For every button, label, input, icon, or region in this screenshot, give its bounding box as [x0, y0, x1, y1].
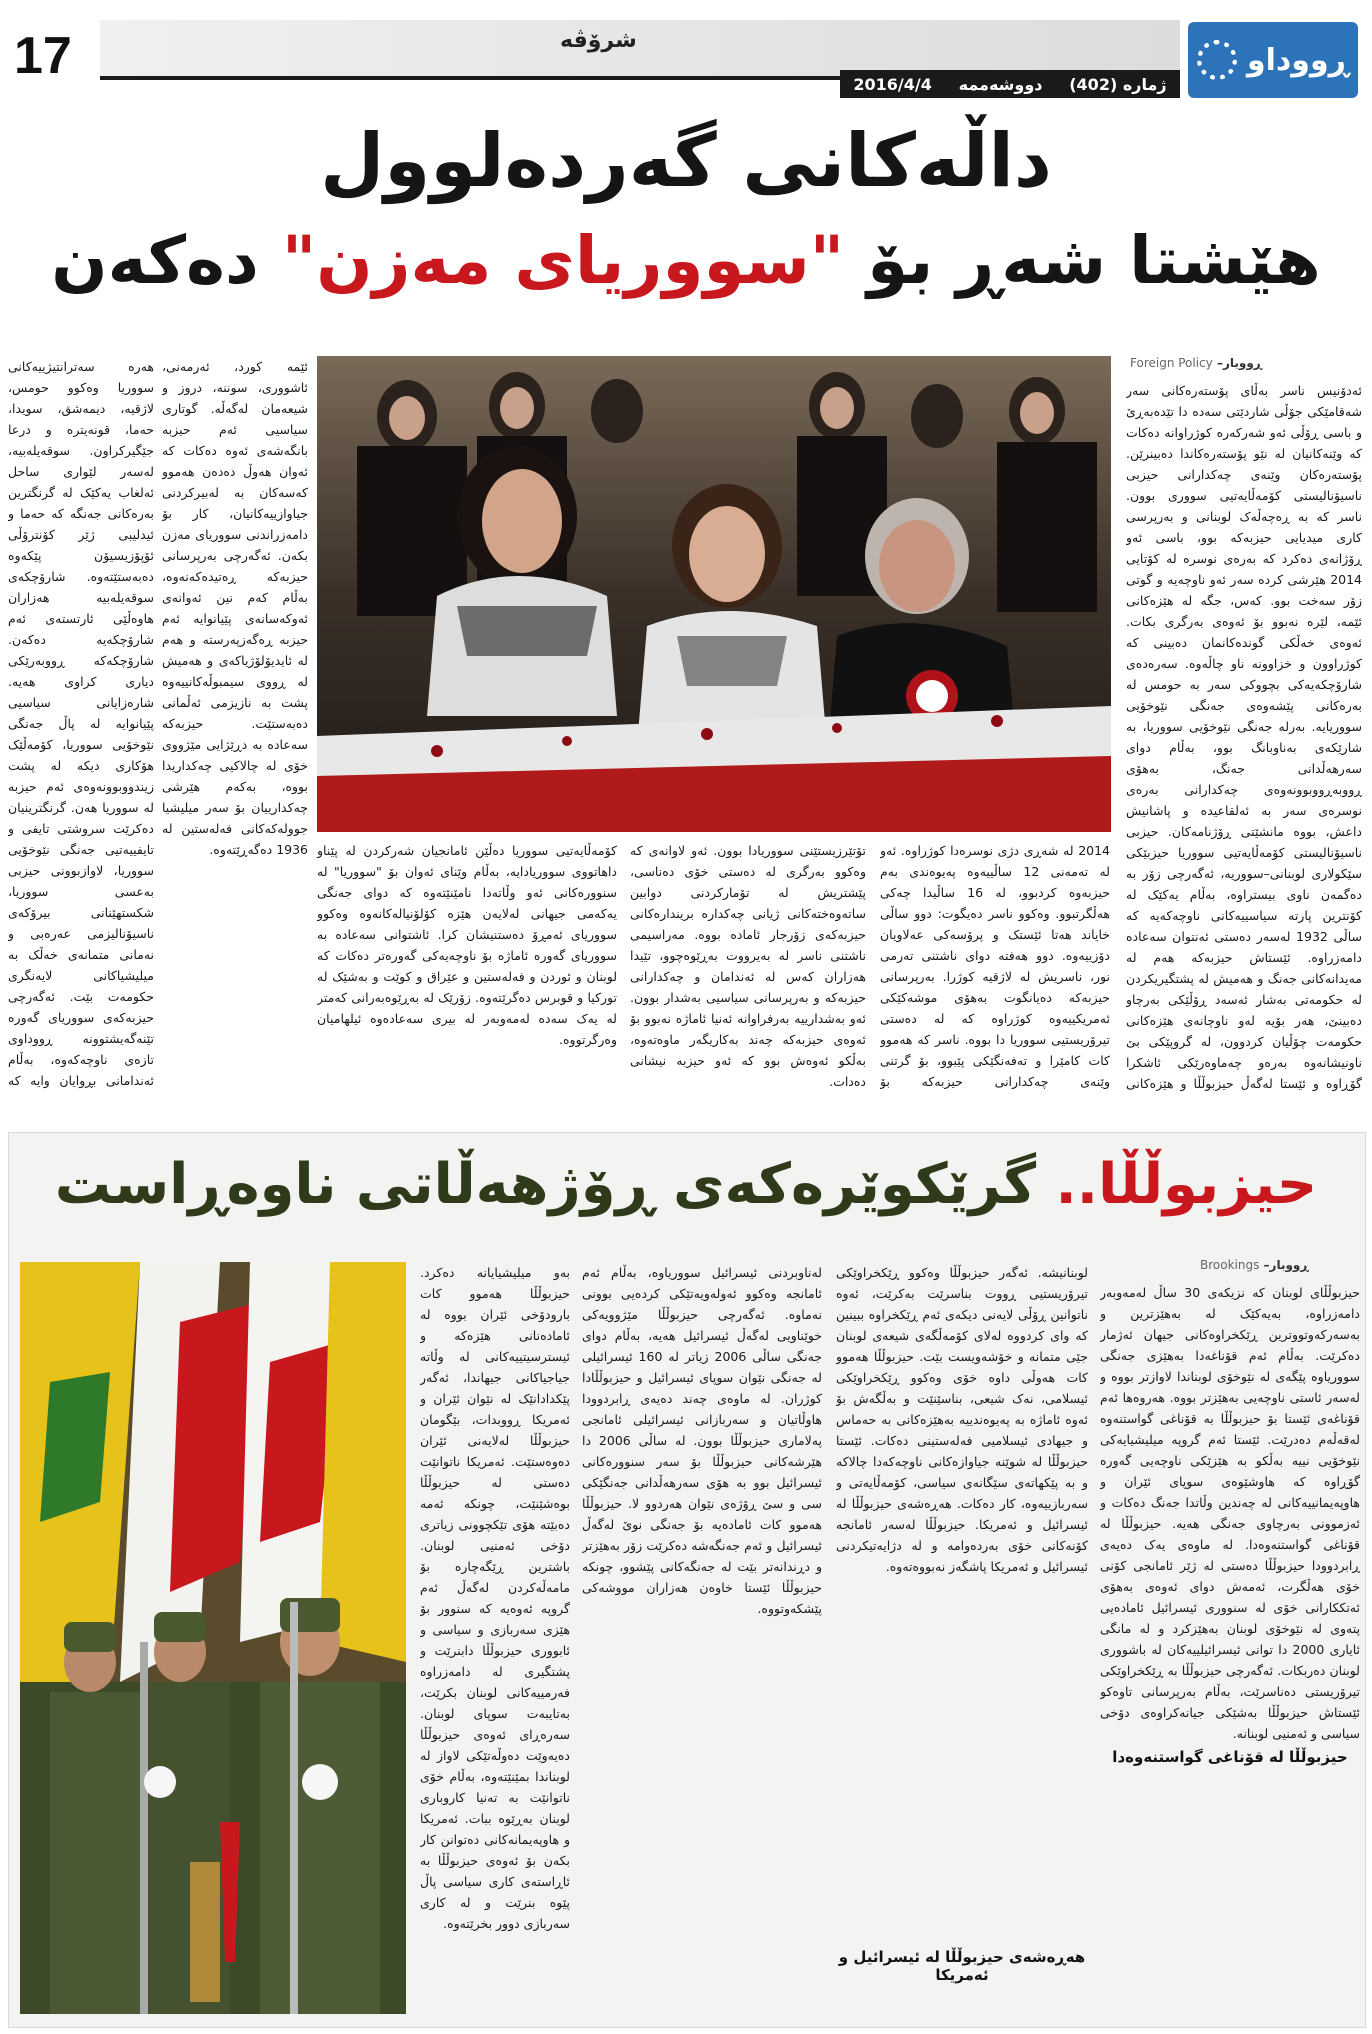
article1-col4: کۆمەڵایەتیی سووریا دەڵێن ئامانجیان شەرکردن لە پێناو داهاتووی سووریادایە، بەڵام وێنای ئەوان بۆ "سووریا" لە سنوورەکانی ئەو وڵاتەدا نامێنێتەوە کە دوای جەنگی یەکەمی جیهانی لەلایەن هێزە کۆلۆنیالەکانەوە وەکوو سووریای ئەمڕۆ دەستنیشان کرا. ئاشتوانی سەعادە بە سووریای گەورە ئاماژە بۆ ناوچەیەکی گەورەتر دەکات کە لوبنان و ئوردن و فەلەستین و عێراق و کوێت و بەشێک لە تورکیا و قوبرس دەگرێتەوە. زۆرێک لە بەڕێوەبەرانی کەمتر لە یەک سەدە لەمەوبەر لە بیری سەعادەوە ئیلهامیان وەرگرتووە.: [317, 843, 617, 1047]
article2-col2: لوبنانیشە. ئەگەر حیزبوڵڵا وەکوو ڕێکخراوێکی تیرۆریستیی ڕووت بناسرێت بەکرێت، ئەوە ناتوانین ڕۆڵی لایەنی دیکەی ئەم ڕێکخراوە ببینین کە وای کردووە لەلای کۆمەڵگەی شیعەی لوبنان جێی متمانە و خۆشەویست بێت. حیزبوڵڵا هەموو کات هەوڵی داوە خۆی وەکوو ڕێکخراوێکی ئیسلامی، نەک شیعی، بناسێنێت و بەڵگەش بۆ ئەوە ئاماژە بە پەیوەندییە بەهێزەکانی بە حەماس و جیهادی ئیسلامیی فەلەستینی دەکات. ئێستا حیزبوڵڵا لە شوێنە جیاوازەکانی ناوچەکەدا چالاکە و بە پێکهاتەی سێگانەی سیاسی، کۆمەڵایەتی و سەربازییەوە، کار دەکات. هەڕەشەی حیزبوڵڵا لە ئیسرائیل و ئەمریکا. حیزبوڵڵا لەسەر ئامانجە کۆنەکانی خۆی بەردەوامە و لە دژایەتیکردنی ئیسرائیل و ئەمریکا پاشگەز نەبووەتەوە.: [836, 1265, 1088, 1574]
article2-title: [40, 1152, 1332, 1217]
logo-text: ڕووداو: [1246, 42, 1350, 78]
article1-byline: [1130, 356, 1360, 370]
article1-title-line1: داڵەکانی گەردەلوول: [320, 118, 1052, 204]
article1-col2: 2014 لە شەڕی دژی نوسرەدا کوژراوە. ئەو لە تەمەنی 12 ساڵییەوە پەیوەندی بەم حیزبەوە کردبوو، لە 16 ساڵیدا چەکی هەڵگرتبوو. وەکوو ناسر دەیگوت: دوو ساڵی خایاند هەتا ئێستک و پرۆسەکی عەلاویان دۆزییەوە. دوو هەفتە دوای ناشتنی تەرمی نور، ناسریش لە لاژقیە کوژرا. بەرپرسانی حیزبەکە دەیانگوت بەهۆی موشەکێکی ئەمریکییەوە کوژراوە کە لە دەستی تیرۆریستیی سووریا دا بووە. ناسر کە هەموو کات کامێرا و تەفەنگێکی پێبوو، بۆ گرتنی وێنەی چەکدارانی حیزبەکە بۆ: [880, 843, 1110, 1089]
parade-image: [20, 1262, 406, 2014]
article2-byline: [1200, 1258, 1360, 1272]
page-number: 17: [14, 27, 72, 85]
issue-bar: [840, 70, 1180, 98]
issue-date: 2016/4/4: [853, 74, 932, 94]
article2-subhead1: حیزبوڵڵا لە قۆناغی گواستنەوەدا: [1112, 1748, 1348, 1766]
title-line2-pre: هێشتا شەڕ بۆ: [844, 222, 1321, 299]
article2-col4: بەو میلیشیایانە دەکرد. حیزبوڵڵا هەموو کات بارودۆخی ئێران بووە لە ئامادەنانی هێزەکە و ئیسترسیتییەکانی لە وڵاتە جیاجیاکانی جیهاندا، ئەگەر پێکدادانێک لە نێوان ئێران و ئەمریکا ڕووبدات، بێگومان حیزبوڵڵا لەلایەنی ئێران دەوەستێت. ئەمریکا ناتوانێت دەستی لە حیزبوڵڵا بوەشێنێت، چونکە ئەمە دەبێتە هۆی تێکچوونی زیاتری دۆخی ئەمنیی لوبنان. باشترین ڕێگەچارە بۆ مامەڵەکردن لەگەڵ ئەم گروپە ئەوەیە کە سنوور بۆ هێزی سەربازی و سیاسی و ئابووری حیزبوڵڵا دابنرێت و پشتگیری لە دامەزراوە فەرمییەکانی لوبنان بکرێت، بەتایبەت سوپای لوبنان. سەرەڕای ئەوەی حیزبوڵڵا دەیەوێت دەوڵەتێکی لاواز لە لوبناندا بمێنێتەوە، بەڵام خۆی ناتوانێت بە تەنیا کاروباری لوبنان بەڕێوە ببات. ئەمریکا و هاوپەیمانەکانی دەتوانن کار بکەن بۆ ئەوەی حیزبوڵڵا بە ئاڕاستەی کاری سیاسی پاڵ پێوە بنرێت و لە کاری سەربازی دوور بخرێتەوە.: [420, 1265, 570, 1931]
article1-col6: هەرە سەترانتیژییەکانی سووریا وەکوو حومس، لاژقیە، دیمەشق، سویدا، حەما، قونەیترە و درعا جێگیرکراون. سوقەیلەبیە، لەسەر لێواری ساحل ئەلغاب یەکێک لە گرنگترین بەرەکانی جەنگە کە حەما و ئیدلیبی ژێر کۆنترۆڵی ئۆپۆزیسیۆن پێکەوە دەبەستێتەوە. شارۆچکەی سوقەیلەبیە هەزاران هاوەڵێی ئارتستەی ئەم شارۆچکەیە دەکەن. شارۆچکەکە ڕووبەرێکی دیاری کراوی هەیە. شارەزایانی سیاسیی پێیانوایە لە پاڵ جەنگی نێوخۆیی سووریا، کۆمەڵێک هۆکاری دیکە لە پشت زیندووبوونەوەی ئەم حیزبە لە سووریا هەن. گرنگترینیان دەکرێت سروشتی تایفی و تایفییەتیی جەنگی نێوخۆیی سووریا، لاوازبوونی حیزبی بەعسی سووریا، شکستهێنانی بیرۆکەی ناسیۆنالیزمی عەرەبی و نەمانی متمانەی خەڵک بە میلیشیاکانی لایەنگری حکومەت بێت. ئەگەرچی حیزبەکەی سووریای گەورە تێنەگەیشتوونە ڕووداوی تازەی ناوچەکەوە، بەڵام ئەندامانی بڕوایان وایە کە: [8, 359, 154, 1088]
title-line2-post: دەکەن: [51, 222, 282, 299]
article1-col5: ئێمە کورد، ئەرمەنی، ئاشووری، سوننە، دروز و شیعەمان لەگەڵە. گوتاری سیاسیی ئەم حیزبە بانگەشەی ئەوە دەکات کە ئەوان هەوڵ دەدەن هەموو کەسەکان بە لەبیرکردنی جیاوازییەکانیان، کار بۆ دامەزراندنی سووریای مەزن بکەن. ئەگەرچی بەرپرسانی حیزبەکە ڕەتیدەکەنەوە، بەڵام کەم نین ئەوانەی ئەوکەسانەی پێیانوایە ئەم حیزبە ڕەگەزپەرستە و هەم لە ئایدیۆلۆژیاکەی و هەمیش لە ڕووی سیمبوڵەکانییەوە پشت بە نازیزمی ئەڵمانی دەبەستێت. حیزبەکە سەعادە بە دڕێژایی مێژووی خۆی لە چالاکیی چەکداریدا بووە، بەکەم هێرشی چەکدارییان بۆ سەر میلیشیا جوولەکەکانی فەلەستین لە 1936 دەگەڕێتەوە.: [162, 359, 308, 857]
article2-title-text: [55, 1152, 1317, 1217]
article2-col1: حیزبوڵڵای لوبنان کە نزیکەی 30 ساڵ لەمەوبەر دامەزراوە، بەیەکێک لە بەهێزترین و بەسەرکەوتووترین ڕێکخراوەکانی جیهان ئەژمار دەکرێت. بەڵام ئەم قۆناغەدا بەهێزی جەنگی سووریاوە پێگەی لە نێوخۆی لوبناندا لاوازتر بووە و لەسەر ئاستی ناوچەیی بەهێزتر بووە. هەروەها ئەم قۆناغەی ئێستا بۆ حیزبوڵڵا بە قۆناغی گواستنەوە لەقەڵەم دەدرێت. ئێستا ئەم گروپە میلیشیایەکی نێوخۆیی نییە بەڵکو بە هێزێکی ناوچەیی گەورە گۆڕاوە کە هاوشێوەی سوپای ئێران و هاوپەیمانییەکانی لە چەندین وڵاتدا جەنگ دەکات و ئەزموونی بەرچاوی جەنگی هەیە. حیزبوڵڵا لە قۆناغی گواستنەوەدا. لە ماوەی یەک دەیەی ڕابردوودا حیزبوڵڵا دەستی لە ژێر ئامانجی کۆنی خۆی هەڵگرت، ئەمەش دوای ئەوەی بەهۆی ئەتککارانی خۆی لە سنووری ئیسرائیل ئامادەیی پتەوی لە نێوخۆی لوبنان بەهێزکرد و لە مانگی ئایاری 2000 دا توانی ئیسرائیلییەکان لە باشووری لوبنان دەربکات. ئەگەرچی حیزبوڵڵا بە ڕێکخراوێکی تیرۆریستی دەناسرێت، بەڵام بەرپرسانی تاوەکو ئێستاش حیزبوڵڵا بەشێکی جیانەکراوەی دۆخی سیاسی و ئەمنیی لوبنانە.: [1100, 1285, 1360, 1741]
article1-photo: [317, 356, 1111, 832]
article2-subhead2: هەڕەشەی حیزبوڵڵا لە ئیسرائیل و ئەمریکا: [838, 1948, 1086, 1984]
sun-icon: [1197, 40, 1237, 80]
rudaw-logo: [1188, 22, 1358, 98]
mourners-image: [317, 356, 1111, 832]
article2-col3: لەناوبردنی ئیسرائیل سووریاوە، بەڵام ئەم ئامانجە وەکوو ئەولەویەتێکی کردەیی بوونی نەماوە. ئەگەرچی حیزبوڵڵا مێژوویەکی خوێناویی لەگەڵ ئیسرائیل هەیە، بەڵام دوای جەنگی ساڵی 2006 زیاتر لە 160 ئیسرائیلی لە جەنگی نێوان سوپای ئیسرائیل و حیزبوڵڵادا کوژران. لە ماوەی چەند دەیەی ڕابردوودا هاوڵاتیان و سەربازانی ئیسرائیلی ئامانجی پەلاماری حیزبوڵڵا بوون. لە ساڵی 2006 دا هێرشەکانی حیزبوڵڵا بۆ سەر سنوورەکانی ئیسرائیل بوو بە هۆی سەرهەڵدانی جەنگێکی سی و سێ ڕۆژەی نێوان هەردوو لا. حیزبوڵڵا هەموو کات ئامادەیە بۆ جەنگی نوێ لەگەڵ ئیسرائیل و ئەم جەنگەشە دەکرێت زۆر بەهێزتر و دڕندانەتر بێت لە جەنگەکانی پێشوو، چونکە حیزبوڵڵا ئێستا خاوەن هەزاران مووشەکی پێشکەوتووە.: [582, 1265, 822, 1616]
article1-col1: ئەدۆنیس ناسر بەڵای پۆستەرەکانی سەر شەقامێکی جۆڵی شاردێتی سەدە دا تێدەبەڕێ و باسی ڕۆڵی ئەو شەرکەرە کوژراوانە دەکات کە وێنەکانیان لە نێو پۆستەرەکاندا دەبینرێن. پۆستەرەکان وێنەی چەکدارانی حیزبی ناسیۆنالیستی کۆمەڵایەتیی سووری بوون. ناسر کە بە ڕەچەڵەک لوبنانی و بەرپرسی کاری میدیایی حیزبەکە بوو، باسی ئەو ڕۆژانەی دەکرد کە بەرەی نوسرە لە کۆتایی 2014 هێرشی کردە سەر ئەو ناوچەیە و گوتی زۆر سەخت بوو. کەس، جگە لە هێزەکانی ئێمە، لێرە نەبوو بۆ ئەوەی بەرگری بکات. ئەوەی خەڵکی گوندەکانمان دەبینی کە کوژراوون و خزاوونە ناو چاڵەوە. سەرەدەی شارۆچکەیەکی بچووکی سەر بە حومس لە بەرەکانی پێشەوەی جەنگی نێوخۆیی سووریایە. بەرلە جەنگی نێوخۆیی سووریا، بە شارێکەی بەناوبانگ بوو، بەڵام دوای سەرهەڵدانی جەنگ، بەهۆی ڕووبەڕووبوونەوەی چەکدارانی بەرەی نوسرەی سەر بە ئەلقاعیدە و پاشانیش داعش، بووە مانشێتی ڕۆژنامەکان. حیزبی ناسیۆنالیستی کۆمەڵایەتیی سووریا حیزبێکی سێکولاری لوبنانی–سووریە، ئەگەرچی زۆر بە دەگمەن ناوی بیستراوە، بەڵام یەکێک لە کۆنترین پارتە سیاسییەکانی ناوچەکەیە کە ساڵی 1932 لەسەر دەستی ئەنتوان سەعادە دامەزراوە. ئێستاش حیزبەکە هەم لە مەیدانەکانی جەنگ و هەمیش لە پشتگیریکردن لە حکومەتی بەشار ئەسەد ڕۆڵێکی بەرچاو دەبینێ، هەر بۆیە لەو ناوچانەی هێزەکانی حکومەت چۆڵیان کردوون، لە گروپێکی بێ ناونیشانەوە بەرەو چەماوەرێکی ئاشکرا گۆڕاوە و ئێستا لەگەڵ حیزبوڵڵا و هێزەکانی: [1126, 383, 1362, 1091]
title-line2-red: "سووریای مەزن": [281, 222, 845, 299]
article1-col3: تۆتێرزیستێنی سووریادا بوون. ئەو لاوانەی کە وەکوو بەرگری لە دەستی خۆی دەناسی، پێشتریش لە تۆمارکردنی دوابین ساتەوەختەکانی ژیانی چەکدارە بریندارەکانی حیزبەکەی زۆرجار ئامادە بووە. مەراسیمی ناشتنی ناسر لە بەیرووت بەڕێوەچوو، تێیدا هەزاران کەس لە ئەندامان و چەکدارانی حیزبەکە و بەرپرسانی سیاسیی بەشدار بوون. ئەو بەشدارییە بەرفراوانە ئەنیا ئاماژە نەبوو بۆ ئەوەی حیزبەکە چەند بەکاریگەر ماوەتەوە، بەڵکو ئەوەش بوو کە ئەو حیزبە نیشانی دەدات.: [630, 843, 866, 1089]
issue-number: ژمارە (402): [1069, 74, 1167, 94]
article2-byline-label: ڕووبار–: [1263, 1258, 1309, 1272]
article2-title-rest: گرێکوێرەکەی ڕۆژهەڵاتی ناوەڕاست: [54, 1152, 1056, 1217]
article2-byline-source: Brookings: [1200, 1258, 1260, 1272]
article1-byline-label: ڕووبار–: [1216, 356, 1262, 370]
article1-title-line2: [40, 222, 1332, 299]
issue-weekday: دووشەممە: [958, 74, 1043, 94]
section-title: شرۆڤە: [560, 28, 637, 53]
article2-photo: [20, 1262, 406, 2014]
article2-title-red: حیزبوڵڵا..: [1055, 1152, 1318, 1217]
article1-byline-source: Foreign Policy: [1130, 356, 1213, 370]
